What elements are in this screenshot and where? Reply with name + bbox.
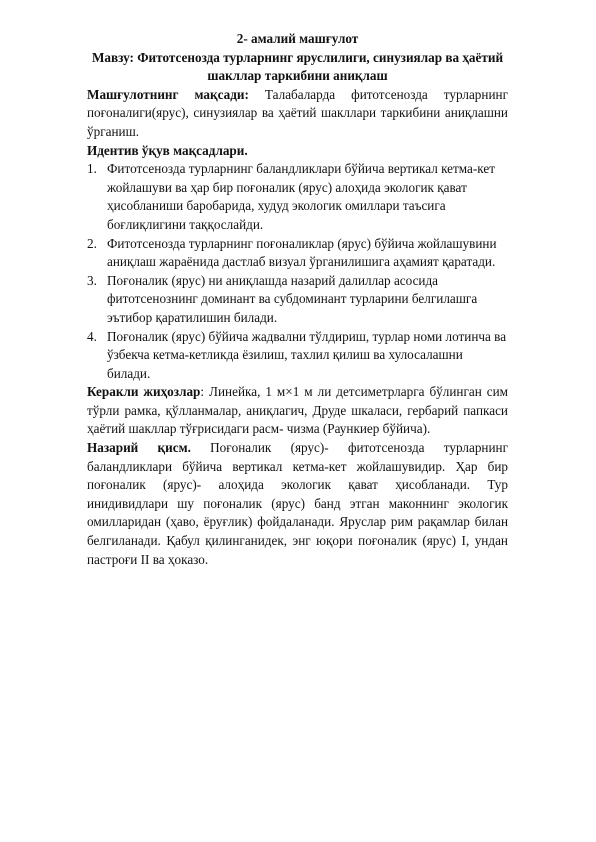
list-item-number: 2. xyxy=(87,235,97,251)
list-item xyxy=(87,272,508,328)
equipment-text: : Линейка, 1 м×1 м ли детсиметрларга бўлинган сим тўрли рамка, қўлланмалар, аниқлагич, Друде шкаласи, гербарий папкаси ҳаётий шакллар тўғрисидаги расм- чизма (Раункиер бўйича). xyxy=(87,384,509,437)
document-page xyxy=(87,30,508,569)
theory-label: Назарий қисм. xyxy=(87,440,191,456)
list-item-number: 3. xyxy=(87,272,97,288)
lesson-title: 2- амалий машғулот xyxy=(236,31,359,46)
objectives-list xyxy=(87,160,508,383)
objectives-heading: Идентив ўқув мақсадлари. xyxy=(87,142,248,158)
list-item-text: Фитотсенозда турларнинг поғоналиклар (ярус) бўйича жойлашувини аниқлаш жараёнида дастлаб визуал ўрганилишига аҳамият қаратади. xyxy=(107,235,497,270)
list-item-number: 4. xyxy=(87,328,97,344)
theory-paragraph xyxy=(87,439,508,569)
equipment-paragraph xyxy=(87,383,508,439)
list-item-text: Поғоналик (ярус) бўйича жадвални тўлдириш, турлар номи лотинча ва ўзбекча кетма-кетликда ёзилиш, тахлил қилиш ва хулосалашни билади. xyxy=(107,328,507,381)
goal-paragraph xyxy=(87,86,508,142)
equipment-label: Керакли жиҳозлар xyxy=(87,384,201,400)
list-item-number: 1. xyxy=(87,161,97,177)
list-item-text: Фитотсенозда турларнинг баландликлари бўйича вертикал кетма-кет жойлашуви ва ҳар бир поғоналик (ярус) алоҳида экологик қават ҳисобланиши баробарида, худуд экологик омиллари таъсига боғлиқлигини таққослайди. xyxy=(107,161,495,232)
theory-text: Поғоналик (ярус)- фитотсенозда турларнинг баландликлари бўйича вертикал кетма-кет жойлашувидир. Ҳар бир поғоналик (ярус)- алоҳида экологик қават ҳисобланади. Тур инидивидлари шу поғоналик (ярус) банд этган маконнинг экологик омилларидан (ҳаво, ёруғлик) фойдаланади. Яруслар рим рақамлар билан белгиланади. Қабул қилинганидек, энг юқори поғоналик (ярус) I, ундан пастроғи II ва ҳоказо. xyxy=(87,440,508,567)
list-item xyxy=(87,235,508,272)
list-item-text: Поғоналик (ярус) ни аниқлашда назарий далиллар асосида фитотсенознинг доминант ва субдоминант турларини белгилашга эътибор қаратилишин билади. xyxy=(107,272,478,325)
lesson-topic: Мавзу: Фитотсенозда турларнинг яруслилиги, синузиялар ва ҳаётий шакллар таркибини аниқлаш xyxy=(91,49,504,84)
list-item xyxy=(87,160,508,234)
goal-text: Талабаларда фитотсенозда турларнинг поғоналиги(ярус), синузиялар ва ҳаётий шакллари таркибини аниқлашни ўрганиш. xyxy=(87,86,508,139)
goal-label: Машғулотнинг мақсади: xyxy=(87,86,249,102)
list-item xyxy=(87,328,508,384)
